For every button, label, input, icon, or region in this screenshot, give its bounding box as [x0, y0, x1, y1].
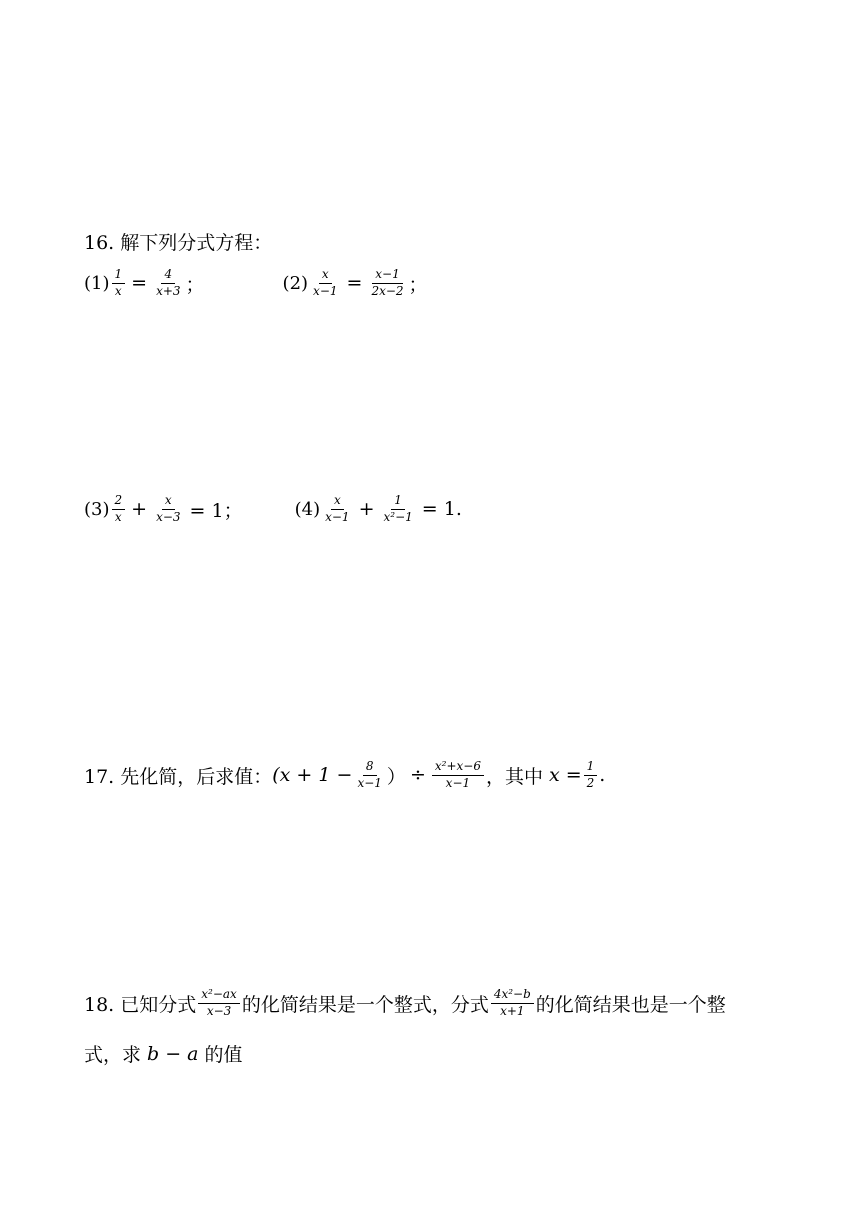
fraction-denominator: x−3: [206, 1003, 232, 1018]
q17-fraction-2: [432, 760, 484, 791]
q16-part1-rhs-fraction: [153, 268, 183, 299]
fraction-numerator: 1: [112, 268, 126, 284]
fraction-denominator: x−1: [325, 509, 350, 524]
fraction-denominator: x²−1: [383, 509, 413, 524]
q16-part3-label: (3): [84, 498, 110, 520]
fraction-numerator: x: [162, 494, 175, 510]
q18-line2-text-a: 式，求: [84, 1044, 142, 1066]
q18-prefix: 18. 已知分式: [84, 993, 197, 1016]
fraction-numerator: x: [331, 494, 344, 510]
semicolon: ；: [408, 273, 428, 296]
plus-sign: +: [131, 498, 148, 521]
fraction-denominator: 2x−2: [371, 283, 404, 298]
fraction-denominator: x−1: [313, 283, 338, 298]
fraction-denominator: x: [114, 283, 122, 298]
fraction-denominator: x−3: [156, 509, 181, 524]
q16-part2-lhs-fraction: [310, 268, 340, 299]
q16-row-2: [84, 494, 466, 525]
semicolon: ；: [185, 273, 205, 296]
fraction-denominator: 2: [586, 775, 595, 790]
fraction-numerator: 4: [161, 268, 175, 284]
equals-sign: =: [346, 272, 363, 295]
equals-one: = 1.: [421, 498, 462, 521]
q16-part1-lhs-fraction: [112, 268, 126, 299]
q18-fraction-1: [198, 988, 240, 1019]
fraction-numerator: x²+x−6: [432, 760, 484, 776]
plus-sign: +: [358, 498, 375, 521]
q17-close-paren: ）: [386, 765, 406, 788]
q16-title-text: 16. 解下列分式方程：: [84, 232, 273, 254]
fraction-numerator: x: [319, 268, 332, 284]
q18-fraction-2: [491, 988, 534, 1019]
q16-part3-fraction-b: [153, 494, 183, 525]
q18-line-2: [84, 1040, 243, 1067]
divide-sign: ÷: [409, 764, 426, 787]
fraction-numerator: 4x²−b: [491, 988, 534, 1004]
fraction-numerator: 2: [112, 494, 126, 510]
fraction-denominator: x: [114, 509, 122, 524]
q18-line2-text-b: 的值: [204, 1044, 243, 1066]
q17-open-expr: (x + 1 −: [272, 764, 353, 787]
equals-one: = 1；: [189, 499, 243, 522]
q16-part4-fraction-b: [380, 494, 415, 525]
q18-text-2: 的化简结果也是一个整: [535, 993, 726, 1016]
fraction-numerator: x−1: [372, 268, 402, 284]
fraction-numerator: 1: [391, 494, 405, 510]
fraction-denominator: x−1: [357, 775, 382, 790]
q18-expression: b − a: [147, 1042, 199, 1065]
q18-line-1: [84, 988, 726, 1019]
fraction-denominator: x+3: [156, 283, 181, 298]
q16-title: [84, 228, 272, 255]
equals-sign: =: [131, 272, 148, 295]
period: .: [599, 764, 606, 787]
q16-row-1: [84, 268, 428, 299]
q17-fraction-half: [584, 760, 598, 791]
fraction-denominator: x−1: [445, 775, 471, 790]
q16-part1-label: (1): [84, 272, 110, 294]
fraction-numerator: 1: [584, 760, 598, 776]
q17-fraction-1: [354, 760, 384, 791]
q17-mid-text: ，其中: [485, 765, 543, 788]
q17-x-equals: x =: [548, 764, 582, 787]
q18-text-1: 的化简结果是一个整式，分式: [241, 993, 489, 1016]
fraction-numerator: 8: [363, 760, 377, 776]
q17-line: [84, 760, 605, 791]
q16-part2-label: (2): [282, 272, 309, 294]
fraction-numerator: x²−ax: [198, 988, 240, 1004]
fraction-denominator: x+1: [500, 1003, 525, 1018]
q16-part3-fraction-a: [112, 494, 126, 525]
q16-part4-fraction-a: [322, 494, 352, 525]
q16-part4-label: (4): [294, 498, 321, 520]
q16-part2-rhs-fraction: [368, 268, 406, 299]
q17-prefix: 17. 先化简，后求值：: [84, 765, 273, 788]
